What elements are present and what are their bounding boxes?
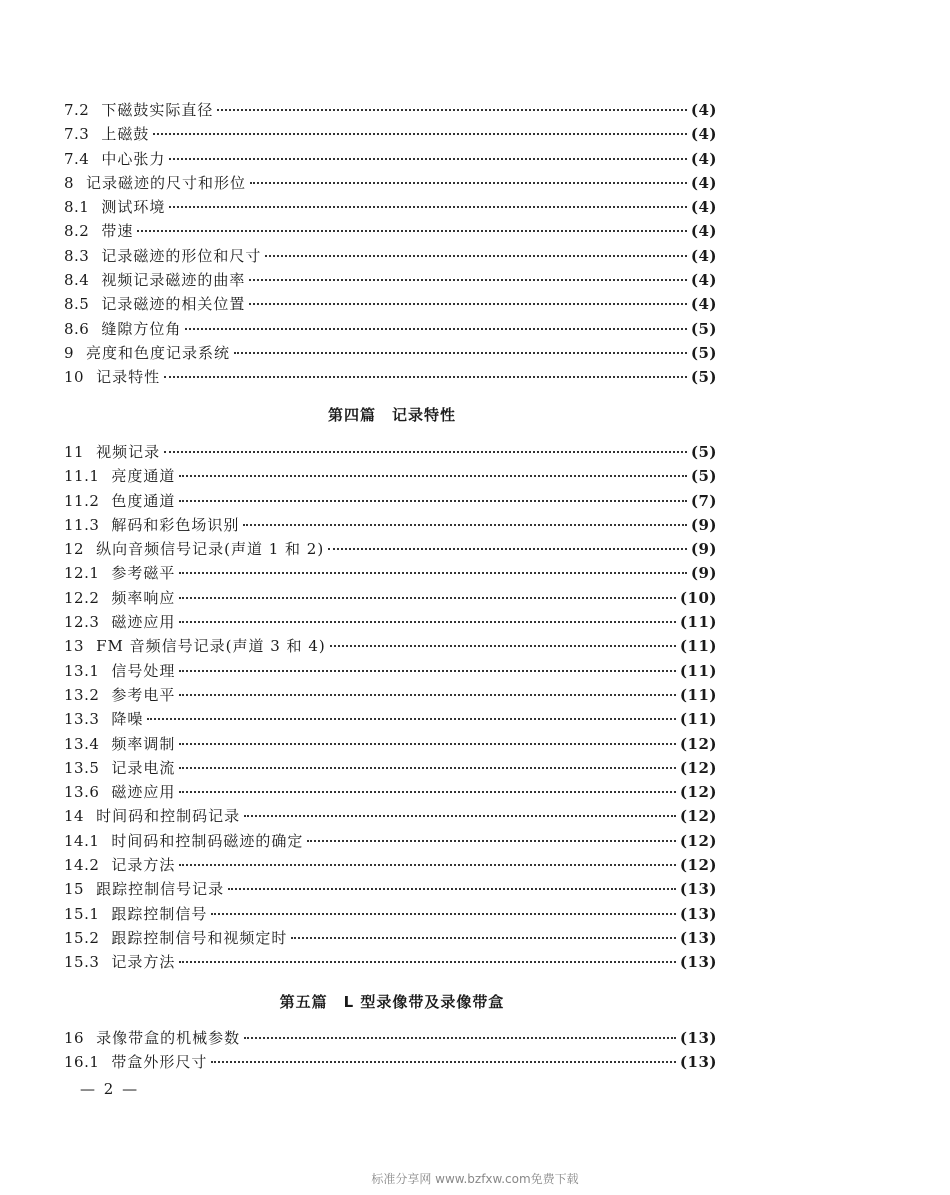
dot-leader: [328, 547, 687, 550]
toc-entry-number: 8: [64, 173, 75, 192]
toc-entry-page: (13): [679, 904, 717, 923]
toc-entry-title: 记录磁迹的形位和尺寸: [101, 246, 262, 265]
toc-entry-title: 磁迹应用: [111, 613, 176, 632]
dot-leader: [169, 157, 686, 160]
toc-entry-page: (13): [679, 880, 717, 899]
toc-entry-page: (5): [690, 368, 717, 387]
toc-entry-number: 15.1: [64, 904, 100, 923]
page-number: — 2 —: [80, 1080, 140, 1098]
toc-entry-page: (4): [690, 125, 717, 144]
toc-entry-page: (5): [690, 443, 717, 461]
toc-entry: [64, 926, 717, 950]
toc-entry-number: 8.6: [64, 319, 90, 338]
toc-entry-title: 记录电流: [111, 758, 176, 777]
toc-entry-page: (7): [690, 491, 717, 510]
toc-entry-title: 色度通道: [111, 491, 176, 510]
toc-entry-number: 13.2: [64, 685, 100, 704]
toc-entry-number: 11.1: [64, 467, 100, 486]
toc-entry-page: (4): [690, 271, 717, 290]
toc-entry: [64, 317, 717, 341]
toc-entry: [64, 561, 717, 585]
toc-entry-title: 解码和彩色场识别: [111, 515, 240, 534]
toc-entry: [64, 244, 717, 268]
toc-entry-title: 亮度和色度记录系统: [86, 343, 231, 362]
toc-entry-number: 13.6: [64, 783, 100, 802]
toc-entry-title: 降噪: [111, 710, 144, 729]
toc-entry-title: 频率响应: [111, 588, 176, 607]
toc-entry-number: 13.1: [64, 661, 100, 680]
section-heading-part5: 第五篇 L 型录像带及录像带盒: [279, 993, 505, 1011]
toc-entry-number: 9: [64, 343, 75, 362]
dot-leader: [153, 132, 686, 135]
toc-entry: [64, 98, 717, 122]
toc-entry-title: 视频记录: [96, 443, 161, 461]
toc-entry: [64, 171, 717, 195]
toc-entry-title: 记录特性: [96, 368, 161, 387]
toc-entry: [64, 440, 717, 464]
toc-entry-title: 缝隙方位角: [101, 319, 182, 338]
toc-entry-page: (11): [679, 685, 717, 704]
toc-entry: [64, 122, 717, 146]
toc-entry-page: (12): [679, 856, 717, 875]
toc-entry: [64, 610, 717, 634]
toc-entry: [64, 147, 717, 171]
toc-entry: [64, 877, 717, 901]
toc-entry-number: 15.3: [64, 953, 100, 972]
section-heading-part4: 第四篇 记录特性: [327, 406, 456, 424]
toc-entry-page: (11): [679, 661, 717, 680]
toc-entry-page: (5): [690, 343, 717, 362]
toc-entry-number: 13.5: [64, 758, 100, 777]
toc-entry: [64, 341, 717, 365]
toc-entry-page: (12): [679, 783, 717, 802]
toc-entry-page: (4): [690, 198, 717, 217]
dot-leader: [179, 960, 676, 963]
toc-entry: [64, 950, 717, 974]
toc-entry-title: 测试环境: [101, 198, 166, 217]
toc-entry-page: (9): [690, 515, 717, 534]
dot-leader: [243, 523, 686, 526]
dot-leader: [179, 620, 676, 623]
dot-leader: [217, 108, 686, 111]
dot-leader: [211, 912, 676, 915]
toc-entry-page: (4): [690, 295, 717, 314]
toc-entry-title: 磁迹应用: [111, 783, 176, 802]
toc-entry-title: 带盒外形尺寸: [111, 1053, 208, 1072]
toc-entry-page: (4): [690, 173, 717, 192]
toc-entry: [64, 780, 717, 804]
toc-entry: [64, 634, 717, 658]
toc-entry: [64, 683, 717, 707]
toc-entry-number: 8.1: [64, 198, 90, 217]
toc-entry-number: 15.2: [64, 928, 100, 947]
dot-leader: [249, 278, 686, 281]
toc-entry-title: 录像带盒的机械参数: [96, 1029, 241, 1047]
toc-entry-page: (9): [690, 564, 717, 583]
toc-entry: [64, 707, 717, 731]
dot-leader: [250, 181, 687, 184]
toc-entry-number: 14: [64, 807, 85, 826]
toc-entry: [64, 659, 717, 683]
toc-entry-number: 14.1: [64, 831, 100, 850]
toc-entry-number: 8.4: [64, 271, 90, 290]
dot-leader: [265, 254, 686, 257]
dot-leader: [179, 693, 676, 696]
toc-entry-number: 14.2: [64, 856, 100, 875]
dot-leader: [179, 499, 686, 502]
toc-entry-title: 信号处理: [111, 661, 176, 680]
toc-entry-page: (5): [690, 319, 717, 338]
dot-leader: [179, 766, 676, 769]
toc-entry-number: 12.2: [64, 588, 100, 607]
toc-entry: [64, 195, 717, 219]
dot-leader: [291, 936, 676, 939]
dot-leader: [330, 644, 676, 647]
toc-entry: [64, 489, 717, 513]
toc-entry-title: 时间码和控制码记录: [96, 807, 241, 826]
toc-entry-title: 跟踪控制信号和视频定时: [111, 928, 288, 947]
toc-entry-title: 记录磁迹的尺寸和形位: [86, 173, 247, 192]
toc-entry-number: 8.2: [64, 222, 90, 241]
toc-block-part3: [64, 1026, 717, 1075]
toc-entry-number: 10: [64, 368, 85, 387]
toc-entry-number: 8.3: [64, 246, 90, 265]
toc-entry-title: 频率调制: [111, 734, 176, 753]
dot-leader: [179, 790, 676, 793]
toc-entry: [64, 537, 717, 561]
dot-leader: [164, 450, 687, 453]
toc-entry-title: 带速: [101, 222, 134, 241]
toc-entry-number: 12.3: [64, 613, 100, 632]
toc-entry-number: 7.4: [64, 149, 90, 168]
toc-entry-title: 时间码和控制码磁迹的确定: [111, 831, 304, 850]
dot-leader: [164, 375, 687, 378]
toc-entry-number: 12.1: [64, 564, 100, 583]
dot-leader: [179, 474, 686, 477]
toc-entry-page: (12): [679, 758, 717, 777]
toc-entry: [64, 829, 717, 853]
toc-entry-page: (4): [690, 101, 717, 119]
toc-entry-number: 15: [64, 880, 85, 899]
toc-entry-page: (11): [679, 710, 717, 729]
toc-entry-title: 跟踪控制信号: [111, 904, 208, 923]
toc-entry: [64, 732, 717, 756]
toc-entry-number: 11.3: [64, 515, 100, 534]
toc-entry-number: 13.4: [64, 734, 100, 753]
toc-entry-title: 记录方法: [111, 953, 176, 972]
toc-entry-page: (4): [690, 246, 717, 265]
toc-entry-title: 下磁鼓实际直径: [101, 101, 214, 119]
toc-entry-title: 中心张力: [101, 149, 166, 168]
toc-entry-title: 记录磁迹的相关位置: [101, 295, 246, 314]
toc-entry-page: (12): [679, 831, 717, 850]
toc-entry-number: 16: [64, 1029, 85, 1047]
toc-entry: [64, 804, 717, 828]
watermark-text: 标准分享网 www.bzfxw.com免费下载: [371, 1172, 579, 1186]
toc-entry-page: (13): [679, 953, 717, 972]
toc-entry-title: 跟踪控制信号记录: [96, 880, 225, 899]
toc-entry: [64, 292, 717, 316]
toc-block-part2: [64, 440, 717, 975]
toc-entry: [64, 464, 717, 488]
toc-entry-number: 8.5: [64, 295, 90, 314]
toc-entry-page: (10): [679, 588, 717, 607]
toc-entry: [64, 1026, 717, 1050]
dot-leader: [249, 302, 686, 305]
toc-entry-title: 参考磁平: [111, 564, 176, 583]
toc-entry-page: (9): [690, 540, 717, 559]
toc-entry-number: 13: [64, 637, 85, 656]
dot-leader: [244, 1036, 676, 1039]
toc-entry-page: (4): [690, 149, 717, 168]
toc-entry: [64, 586, 717, 610]
toc-entry-number: 16.1: [64, 1053, 100, 1072]
toc-entry-number: 12: [64, 540, 85, 559]
toc-entry-number: 13.3: [64, 710, 100, 729]
toc-entry-title: 亮度通道: [111, 467, 176, 486]
toc-entry: [64, 756, 717, 780]
toc-entry: [64, 513, 717, 537]
toc-entry: [64, 902, 717, 926]
dot-leader: [179, 669, 676, 672]
toc-entry-title: 视频记录磁迹的曲率: [101, 271, 246, 290]
toc-entry-page: (11): [679, 637, 717, 656]
dot-leader: [244, 814, 676, 817]
toc-entry-title: 参考电平: [111, 685, 176, 704]
dot-leader: [179, 571, 686, 574]
dot-leader: [179, 596, 676, 599]
dot-leader: [211, 1060, 676, 1063]
dot-leader: [307, 839, 676, 842]
toc-entry-page: (13): [679, 1029, 717, 1047]
toc-entry: [64, 268, 717, 292]
toc-entry-page: (13): [679, 928, 717, 947]
toc-entry-number: 7.2: [64, 101, 90, 119]
toc-entry-page: (4): [690, 222, 717, 241]
toc-entry-number: 11: [64, 443, 85, 461]
toc-entry-page: (5): [690, 467, 717, 486]
dot-leader: [185, 327, 686, 330]
toc-entry-number: 11.2: [64, 491, 100, 510]
toc-block-part1: [64, 98, 717, 390]
dot-leader: [228, 887, 676, 890]
toc-entry-page: (13): [679, 1053, 717, 1072]
toc-entry-title: 纵向音频信号记录(声道 1 和 2): [96, 540, 325, 559]
toc-entry: [64, 853, 717, 877]
toc-entry: [64, 1050, 717, 1074]
toc-entry-number: 7.3: [64, 125, 90, 144]
dot-leader: [179, 863, 676, 866]
toc-entry-page: (12): [679, 734, 717, 753]
toc-entry-title: 记录方法: [111, 856, 176, 875]
toc-entry-title: 上磁鼓: [101, 125, 150, 144]
dot-leader: [234, 351, 687, 354]
dot-leader: [137, 229, 686, 232]
dot-leader: [147, 717, 676, 720]
toc-entry: [64, 365, 717, 389]
toc-entry-title: FM 音频信号记录(声道 3 和 4): [96, 637, 326, 656]
toc-entry-page: (12): [679, 807, 717, 826]
toc-entry: [64, 219, 717, 243]
dot-leader: [169, 205, 686, 208]
toc-entry-page: (11): [679, 613, 717, 632]
dot-leader: [179, 742, 676, 745]
